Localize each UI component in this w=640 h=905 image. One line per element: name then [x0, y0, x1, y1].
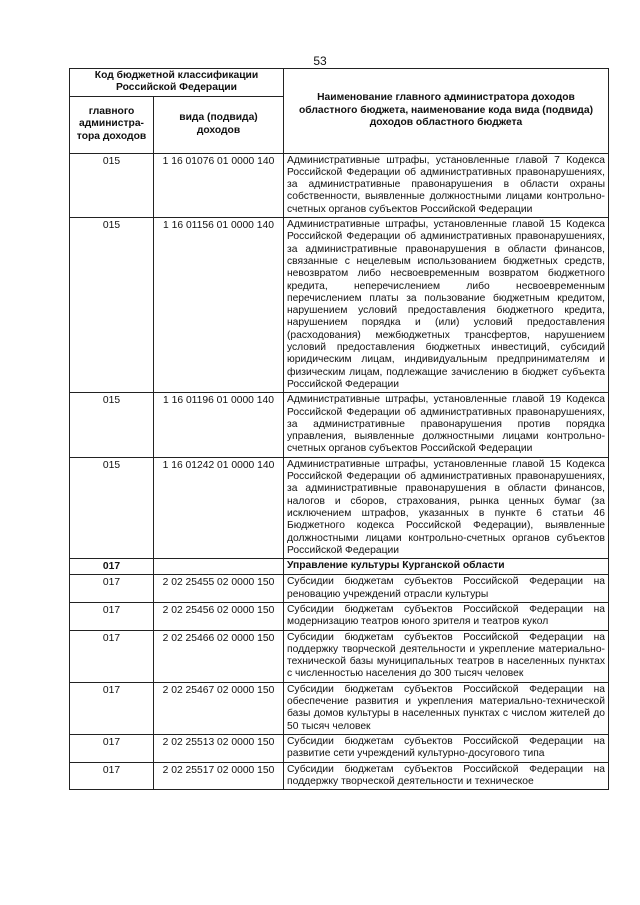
- header-name: Наименование главного администратора доходов областного бюджета, наименование кода вида (подвида) доходов областного бюджета: [284, 69, 609, 154]
- income-name-cell: Управление культуры Курганской области: [284, 559, 609, 575]
- admin-code-cell: 017: [70, 682, 154, 734]
- admin-code-cell: 017: [70, 559, 154, 575]
- income-code-cell: 2 02 25513 02 0000 150: [154, 734, 284, 762]
- income-name-cell: Субсидии бюджетам субъектов Российской Федерации на модернизацию театров юного зрителя и театров кукол: [284, 602, 609, 630]
- table-row: [70, 575, 609, 603]
- table-row: [70, 457, 609, 558]
- income-name-cell: Административные штрафы, установленные главой 19 Кодекса Российской Федерации об административных правонарушениях, за административные правонарушения против порядка управления, выявленные должностными лицами контрольно-счетных органов субъектов Российской Федерации: [284, 393, 609, 457]
- income-name-cell: Субсидии бюджетам субъектов Российской Федерации на поддержку творческой деятельности и укрепление материально-технической базы муниципальных театров в населенных пунктах с численностью населения до 300 тысяч человек: [284, 630, 609, 682]
- admin-code-cell: 015: [70, 153, 154, 217]
- header-kind: вида (подвида) доходов: [154, 96, 284, 153]
- section-row: [70, 559, 609, 575]
- admin-code-cell: 017: [70, 630, 154, 682]
- table-row: [70, 734, 609, 762]
- income-code-cell: 2 02 25456 02 0000 150: [154, 602, 284, 630]
- income-code-cell: [154, 559, 284, 575]
- income-code-cell: 2 02 25466 02 0000 150: [154, 630, 284, 682]
- income-code-cell: 2 02 25455 02 0000 150: [154, 575, 284, 603]
- income-code-cell: 2 02 25467 02 0000 150: [154, 682, 284, 734]
- income-code-cell: 1 16 01242 01 0000 140: [154, 457, 284, 558]
- table-header-row: [70, 69, 609, 97]
- table-row: [70, 630, 609, 682]
- income-name-cell: Субсидии бюджетам субъектов Российской Федерации на поддержку творческой деятельности и техническое: [284, 762, 609, 790]
- page-number: 53: [313, 54, 327, 68]
- table-row: [70, 602, 609, 630]
- income-code-cell: 1 16 01076 01 0000 140: [154, 153, 284, 217]
- table-row: [70, 762, 609, 790]
- admin-code-cell: 017: [70, 762, 154, 790]
- table-body: [70, 153, 609, 790]
- table-row: [70, 218, 609, 393]
- table-row: [70, 153, 609, 217]
- income-code-cell: 1 16 01156 01 0000 140: [154, 218, 284, 393]
- admin-code-cell: 017: [70, 734, 154, 762]
- income-name-cell: Административные штрафы, установленные главой 15 Кодекса Российской Федерации об административных правонарушениях, за административные правонарушения в области финансов, налогов и сборов, страхования, рынка ценных бумаг (за исключением штрафов, указанных в пункте 6 статьи 46 Бюджетного кодекса Российской Федерации), выявленные должностными лицами контрольно-счетных органов субъектов Российской Федерации: [284, 457, 609, 558]
- admin-code-cell: 017: [70, 602, 154, 630]
- budget-classification-table: [69, 68, 609, 790]
- income-name-cell: Административные штрафы, установленные главой 7 Кодекса Российской Федерации об административных правонарушениях, за административные правонарушения в области охраны собственности, выявленные должностными лицами контрольно-счетных органов субъектов Российской Федерации: [284, 153, 609, 217]
- income-name-cell: Субсидии бюджетам субъектов Российской Федерации на обеспечение развития и укрепления материально-технической базы домов культуры в населенных пунктах с числом жителей до 50 тысяч человек: [284, 682, 609, 734]
- admin-code-cell: 015: [70, 457, 154, 558]
- income-name-cell: Субсидии бюджетам субъектов Российской Федерации на реновацию учреждений отрасли культуры: [284, 575, 609, 603]
- income-code-cell: 2 02 25517 02 0000 150: [154, 762, 284, 790]
- admin-code-cell: 015: [70, 218, 154, 393]
- header-admin: главного администра-тора доходов: [70, 96, 154, 153]
- income-code-cell: 1 16 01196 01 0000 140: [154, 393, 284, 457]
- table-row: [70, 682, 609, 734]
- table-row: [70, 393, 609, 457]
- admin-code-cell: 017: [70, 575, 154, 603]
- income-name-cell: Субсидии бюджетам субъектов Российской Федерации на развитие сети учреждений культурно-досугового типа: [284, 734, 609, 762]
- income-name-cell: Административные штрафы, установленные главой 15 Кодекса Российской Федерации об административных правонарушениях, за административные правонарушения в области финансов, связанные с нецелевым использованием бюджетных средств, невозвратом либо несвоевременным возвратом бюджетного кредита, неперечислением либо несвоевременным перечислением платы за пользование бюджетным кредитом, нарушением условий предоставления бюджетного кредита, нарушением порядка и (или) условий предоставления (расходования) межбюджетных трансфертов, нарушением условий предоставления бюджетных инвестиций, субсидий юридическим лицам, индивидуальным предпринимателям и физическим лицам, подлежащие зачислению в бюджет субъекта Российской Федерации: [284, 218, 609, 393]
- admin-code-cell: 015: [70, 393, 154, 457]
- header-kbk-group: Код бюджетной классификации Российской Федерации: [70, 69, 284, 97]
